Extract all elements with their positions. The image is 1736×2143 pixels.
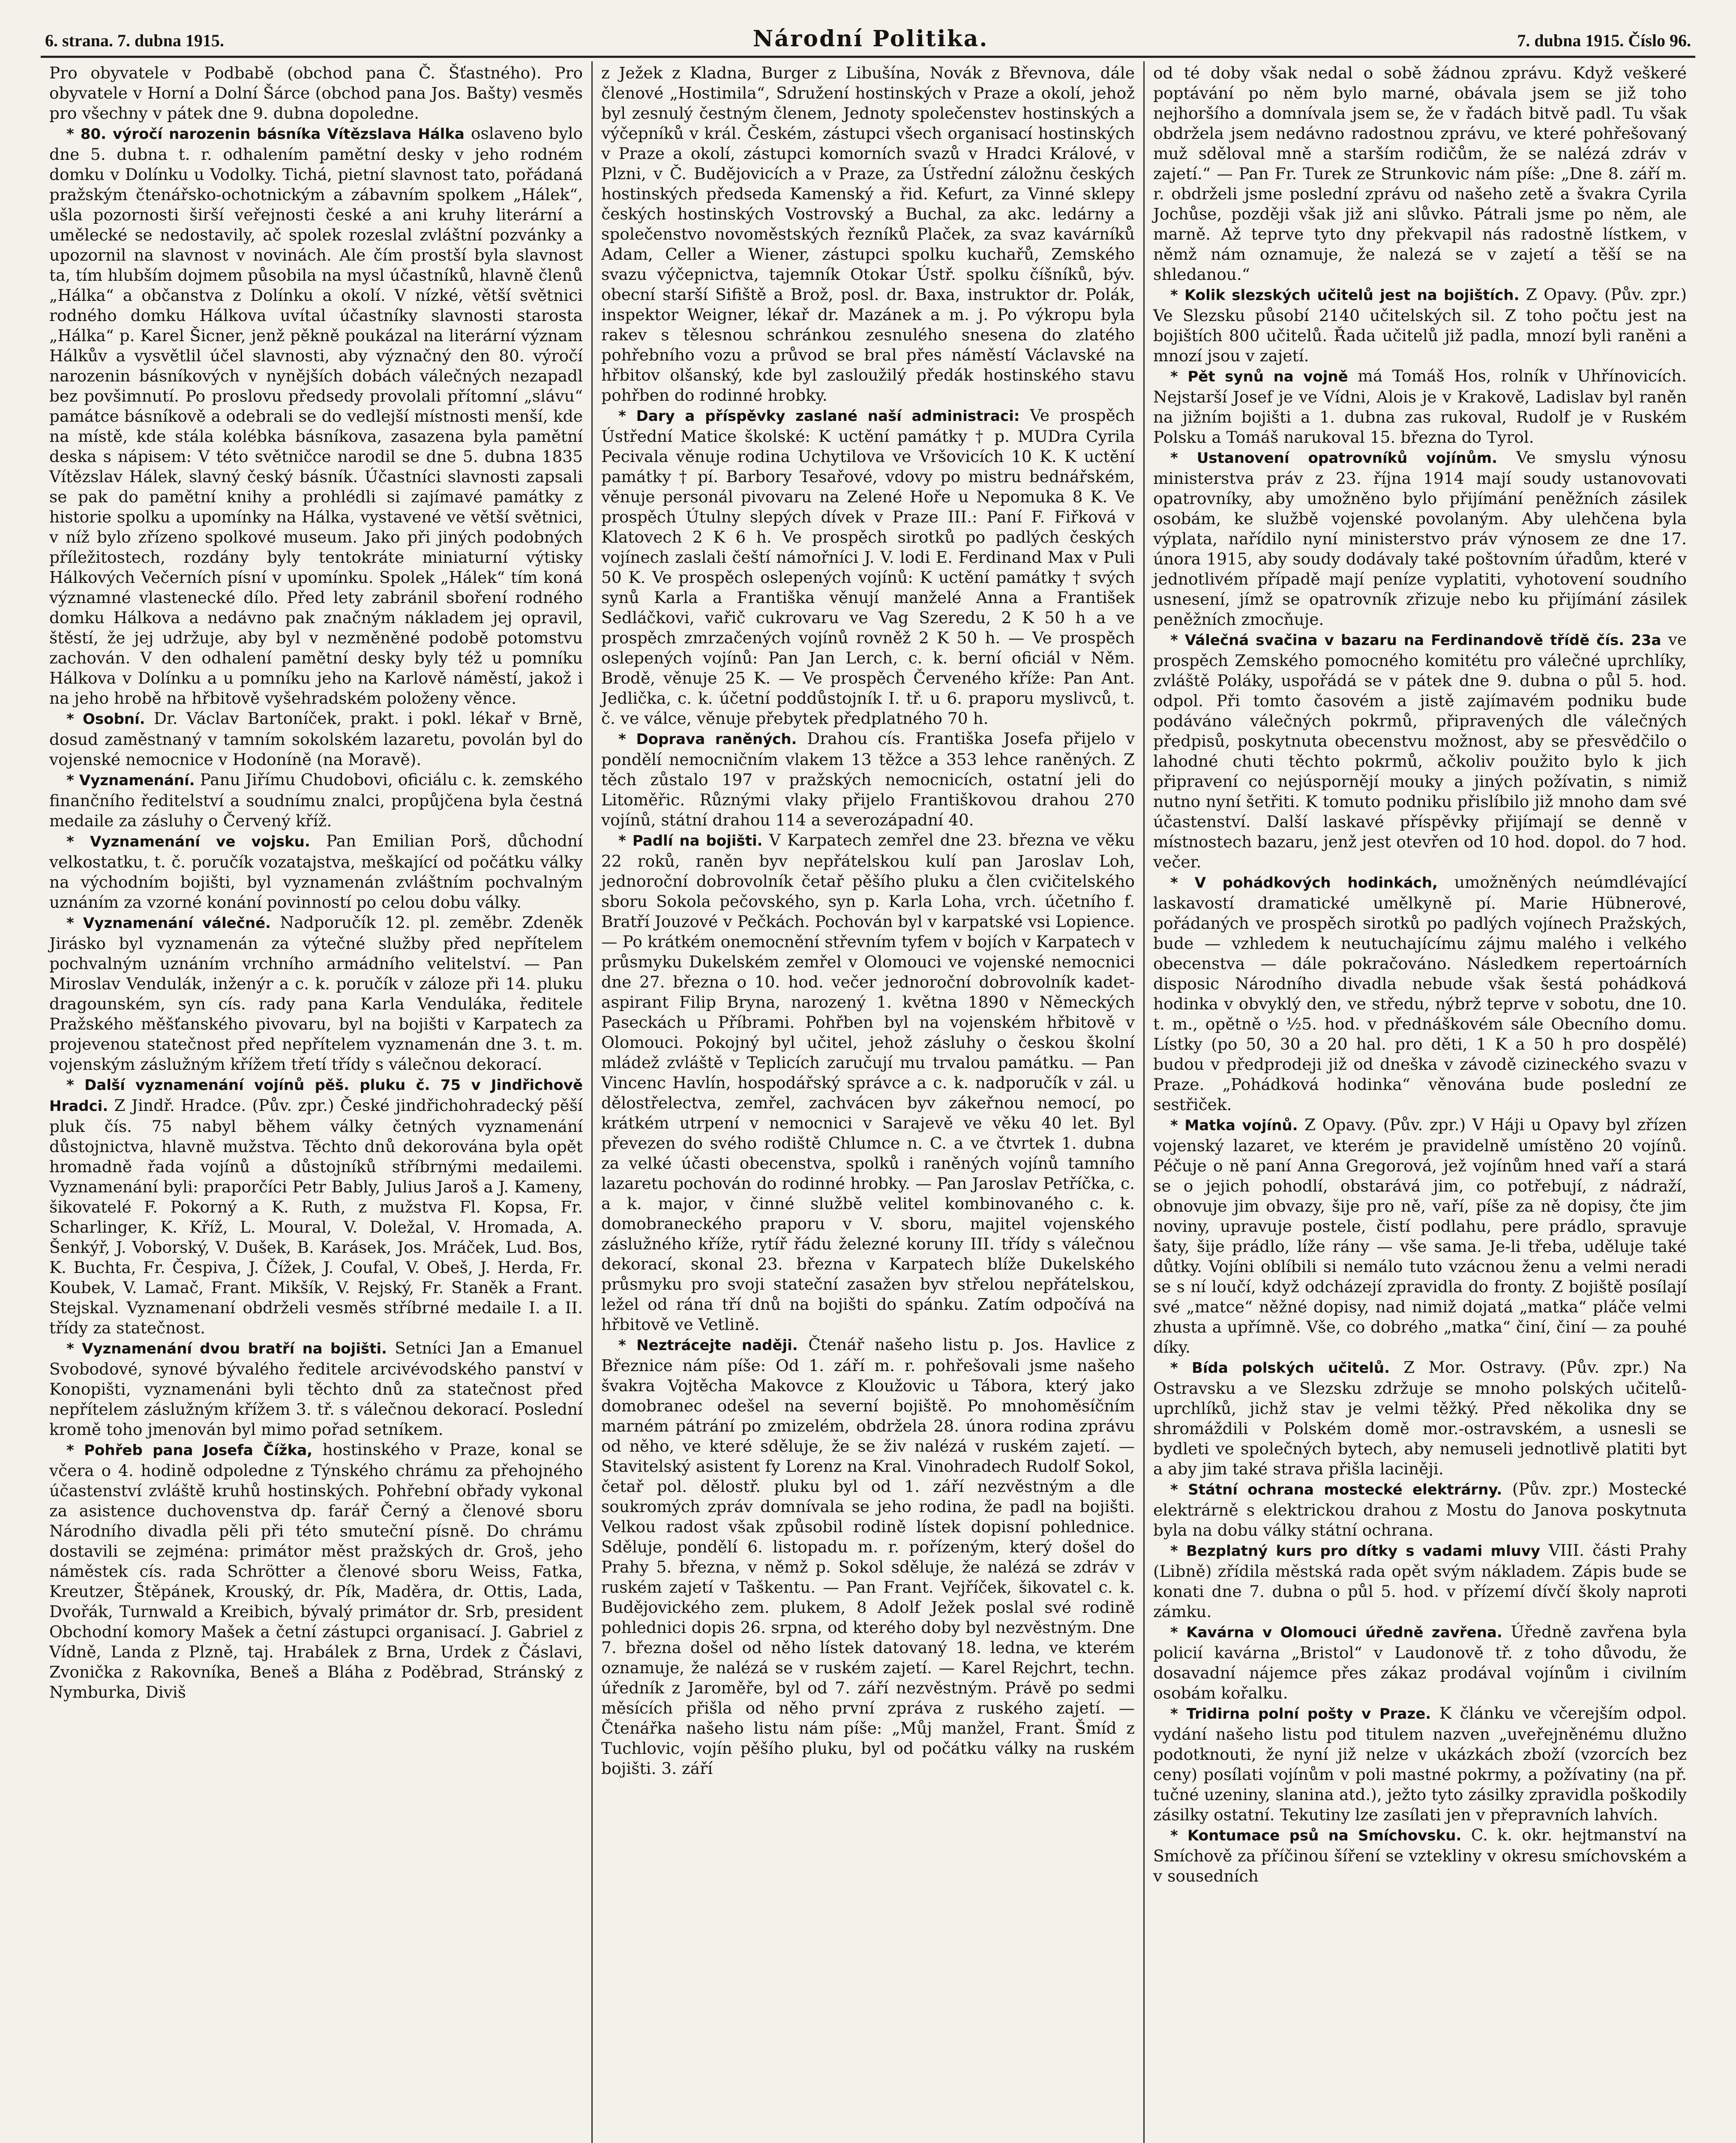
article-paragraph [601, 63, 1135, 405]
article-heading: * Osobní. [66, 711, 145, 728]
article-body: ve prospěch Zemského pomocného komitétu pro válečné uprchlíky, zvláště Poláky, uspořádá se v pátek dne 9. dubna o půl 5. hod. odpol. Při tomto časovém a jistě zajímavém podniku bude podáváno válečných pokrmů, připravených dle válečných předpisů, poskytnuta obecenstvu možnost, aby se přesvědčilo o lahodné chuti těchto pokrmů, ačkoliv použito bylo k jich připravení co nejúspornějí mouky a jiných požívatin, s nimiž nutno nyní šetřiti. K tomuto podniku přislíbilo již mnoho dam své účastenství. Další laskavé příspěvky přijímají se denně v místnostech bazaru, jenž jest otevřen od 10 hod. dopol. do 7 hod. večer. [1153, 630, 1687, 871]
article-heading: * Padlí na bojišti. [618, 832, 763, 849]
article-heading: * Dary a příspěvky zaslané naší administraci: [618, 408, 1020, 425]
article-body: Panu Jiřímu Chudobovi, oficiálu c. k. zemského finančního ředitelství a soudnímu znalci, propůjčena byla čestná medaile za zásluhy o Červený kříž. [49, 770, 583, 830]
article-paragraph [49, 1338, 583, 1440]
article-body: Pro obyvatele v Podbabě (obchod pana Č. Šťastného). Pro obyvatele v Horní a Dolní Šárce (obchod pana Jos. Bašty) vesměs pro všechny v pátek dne 9. dubna dopoledne. [49, 63, 583, 123]
article-paragraph [1153, 1479, 1687, 1540]
article-body: Dr. Václav Bartoníček, prakt. i pokl. lékař v Brně, dosud zaměstnaný v tamním sokolském lazaretu, povolán byl do vojenské nemocnice v Hodoníně (na Moravě). [49, 709, 583, 769]
article-heading: * 80. výročí narozenin básníka Vítězslava Hálka [66, 126, 465, 143]
article-heading: * Ustanovení opatrovníků vojínům. [1170, 450, 1497, 467]
article-paragraph [49, 831, 583, 912]
article-paragraph [1153, 1825, 1687, 1886]
article-heading: * Kontumace psů na Smíchovsku. [1170, 1827, 1462, 1844]
article-paragraph [49, 123, 583, 708]
article-heading: * Pět synů na vojně [1170, 368, 1348, 385]
column-3 [1145, 61, 1695, 2143]
article-body: Nadporučík 12. pl. zeměbr. Zdeněk Jirásko byl vyznamenán za výtečné služby před nepřítelem pochvalným uznáním vrchního armádního velitelství. — Pan Miroslav Vendulák, inženýr a c. k. poručík v záloze při 14. pluku dragounském, syn cís. rady pana Karla Venduláka, ředitele Pražského měšťanského pivovaru, byl na bojišti v Karpatech za projevenou statečnost před nepřítelem vyznamenán dne 3. t. m. vojenským záslužným křížem třetí třídy s válečnou dekorací. [49, 913, 583, 1074]
article-heading: * V pohádkových hodinkách, [1170, 874, 1438, 891]
article-body: z Ježek z Kladna, Burger z Libušína, Novák z Břevnova, dále členové „Hostimila“, Sdružení hostinských v Praze a okolí, jehož byl zesnulý čestným členem, Jednoty společenstev hostinských a výčepníků v král. Českém, zástupci všech organisací hostinských v Praze a okolí, zástupci komorních svazů v Hradci Králové, v Plzni, v Č. Budějovicích a v Praze, za Ústřední záložnu českých hostinských předseda Kamenský a řid. Kefurt, za Vinné sklepy českých hostinských Vostrovský a Buchal, za akc. ledárny a společenstvo novoměstských řezníků Plaček, za svaz kavárníků Adam, Celler a Wiener, zástupci spolku kuchařů, Zemského svazu výčepnictva, tajemník Otokar Ústř. spolku číšníků, býv. obecní starší Sifiště a Brož, posl. dr. Baxa, instruktor dr. Polák, inspektor Weigner, lékař dr. Mazánek a m. j. Po výkropu byla rakev s tělesnou schránkou zesnulého snesena do zlatého pohřebního vozu a průvod se bral přes náměstí Václavské na hřbitov olšanský, kde byl zasloužilý předák hostinského stavu pohřben do rodinné hrobky. [601, 63, 1135, 405]
article-paragraph [1153, 1540, 1687, 1622]
article-paragraph [1153, 1357, 1687, 1479]
article-body: hostinského v Praze, konal se včera o 4. hodině odpoledne z Týnského chrámu za přehojného účastenství zvláště kruhů hostinských. Pohřební obřady vykonal za asistence duchovenstva dp. farář Černý a členové sboru Národního divadla pěli při této smuteční písně. Do chrámu dostavili se zejména: primátor měst pražských dr. Groš, jeho náměstek cís. rada Schrötter a členové sboru Weiss, Fatka, Kreutzer, Štěpánek, Krouský, dr. Pík, Maděra, dr. Ottis, Lada, Dvořák, Turnwald a Kreibich, bývalý primátor dr. Srb, president Obchodní komory Mašek a četní zástupci organisací. J. Gabriel z Vídně, Landa z Plzně, taj. Hrabálek z Brna, Urdek z Čáslavi, Zvonička z Rakovníka, Beneš a Bláha z Poděbrad, Stránský z Nymburka, Diviš [49, 1440, 583, 1702]
article-body: Ve smyslu výnosu ministerstva práv z 23. října 1914 mají soudy ustanovovati opatrovníky, aby umožněno bylo přijímání peněžních zásilek osobám, ke službě vojenské povolaným. Aby ulehčena byla výplata, nařídilo nyní ministerstvo práv výnosem ze dne 17. února 1915, aby soudy dodávaly také poštovním úřadům, které v jednotlivém případě mají peníze vyplatiti, vyhotovení soudního usnesení, jímž se opatrovník zřizuje nebo ku přijímání zásilek peněžních zmocňuje. [1153, 448, 1687, 629]
article-paragraph [1153, 447, 1687, 630]
article-body: Setníci Jan a Emanuel Svobodové, synové bývalého ředitele arcivévodského panství v Konopišti, vyznamenáni byli těchto dnů za statečnost před nepřítelem záslužným křížem 3. tř. s válečnou dekorací. Poslední kromě toho jmenován byl mimo pořad setníkem. [49, 1339, 583, 1439]
article-heading: * Kavárna v Olomouci úředně zavřena. [1170, 1624, 1502, 1641]
article-paragraph [1153, 63, 1687, 285]
article-body: od té doby však nedal o sobě žádnou zprávu. Když veškeré poptávání po něm bylo marné, obávala jsem se již toho nejhoršího a domnívala jsem se, že v řadách bitvě padl. Tu však obdržela jsem nedávno radostnou zprávu, ve které pohřešovaný muž sděloval mně a starším rodičům, že se nalézá zdráv v zajetí.“ — Pan Fr. Turek ze Strunkovic nám píše: „Dne 8. září m. r. obdrželi jsme poslední zprávu od našeho zetě a švakra Cyrila Jochůse, později však již ani slůvko. Pátrali jsme po něm, ale marně. Až teprve tyto dny překvapil nás radostně lístkem, v němž nám oznamuje, že nalezá se v zajetí a těší se na shledanou.“ [1153, 63, 1687, 284]
article-heading: * Tridirna polní pošty v Praze. [1170, 1705, 1431, 1723]
article-heading: * Neztrácejte naději. [618, 1337, 798, 1354]
article-paragraph [1153, 1115, 1687, 1357]
article-paragraph [601, 729, 1135, 830]
article-paragraph [1153, 872, 1687, 1115]
issue-number-right: 7. dubna 1915. Číslo 96. [1517, 31, 1691, 50]
masthead [41, 26, 1695, 58]
column-1 [41, 61, 593, 2143]
article-body: Z Mor. Ostravy. (Pův. zpr.) Na Ostravsku a ve Slezsku zdržuje se mnoho polských učitelů-uprchlíků, jichž stav je velmi těžký. Před několika dny se shromáždili v Polském domě mor.-ostravském, a usnesli se bydleti ve společných bytech, aby nemuseli jednotlivě platiti byt a aby jim také strava přišla laciněji. [1153, 1358, 1687, 1478]
article-paragraph [601, 830, 1135, 1335]
article-paragraph [49, 770, 583, 831]
article-paragraph [49, 1440, 583, 1702]
article-heading: * Vyznamenání dvou bratří na bojišti. [66, 1340, 387, 1357]
article-heading: * Doprava raněných. [618, 731, 797, 748]
article-heading: * Vyznamenání. [66, 772, 195, 789]
article-heading: * Válečná svačina v bazaru na Ferdinandově třídě čís. 23a [1170, 632, 1661, 649]
article-columns [41, 61, 1695, 2143]
issue-date-left: 6. strana. 7. dubna 1915. [45, 31, 224, 50]
article-body: C. k. okr. hejtmanství na Smíchově za příčinou šíření se vztekliny v okresu smíchovském a v sousedních [1153, 1825, 1687, 1885]
article-paragraph [49, 1075, 583, 1338]
article-paragraph [49, 912, 583, 1075]
article-body: umožněných neúmdlévající laskavostí dramatické umělkyně pí. Marie Hübnerové, pořádaných ve prospěch sirotků po padlých vojínech Pražských, bude — vzhledem k neutuchajícímu zájmu malého i velkého obecenstva — dále pokračováno. Následkem repertoárních disposic Národního divadla nebude však šestá pohádková hodinka v obvyklý den, ve středu, nýbrž teprve v sobotu, dne 10. t. m., opětně o ½5. hod. v přednáškovém sále Obecního domu. Lístky (po 50, 30 a 20 hal. pro děti, 1 K a 50 h pro dospělé) budou v předprodeji již od dneška v závodě cizineckého svazu v Praze. „Pohádková hodinka“ věnována bude poslední ze sestřiček. [1153, 873, 1687, 1114]
article-heading: * Bezplatný kurs pro dítky s vadami mluvy [1170, 1543, 1541, 1560]
article-body: Drahou cís. Františka Josefa přijelo v pondělí nemocničním vlakem 13 těžce a 353 lehce raněných. Z těch zůstalo 197 v pražských nemocnicích, ostatní jeli do Litoměřic. Různými vlaky přijelo Františkovou drahou 270 vojínů, státní drahou 114 a severozápadní 40. [601, 729, 1135, 829]
article-body: oslaveno bylo dne 5. dubna t. r. odhalením pamětní desky v jeho rodném domku v Dolínku u Vodolky. Tichá, pietní slavnost tato, pořádaná pražským čtenářsko-ochotnickým a zábavním spolkem „Hálek“, ušla pozornosti širší veřejnosti české a ani kruhy literární a umělecké se nedostavily, ač spolek rozeslal zvláštní pozvánky a upozornil na slavnost v novinách. Ale čím prostší byla slavnost ta, tím hlubším dojmem působila na mysl účastníků, hlavně členů „Hálka“ a občanstva z Dolínku a okolí. V nízké, větší světnici rodného domku Hálkova uvítal účastníky slavnosti starosta „Hálka“ p. Karel Šicner, jenž pěkně poukázal na literární význam Hálkův a vysvětlil účel slavnosti, aby význačný den 80. výročí narozenin básníkových v nynějších dobách válečných nezapadl bez povšimnutí. Po proslovu předsedy provolali přítomní „slávu“ památce básníkově a odebrali se do vedlejší místnosti menší, kde na místě, kde stála kolébka básníkova, zasazena byla pamětní deska s nápisem: V této světničce narodil se dne 5. dubna 1835 Vítězslav Hálek, slavný český básník. Účastníci slavnosti zapsali se pak do pamětní knihy a prohlédli si zajímavé památky z historie spolku a upomínky na Hálka, vystavené ve větší světnici, v níž bylo zřízeno spolkové museum. Jako při jiných podobných příležitostech, rozdány byly tentokráte miniaturní výtisky Hálkových Večerních písní v upomínku. Spolek „Hálek“ tím koná významné vlastenecké dílo. Před lety zabránil sboření rodného domku Hálkova a nedávno pak značným nákladem jej opravil, štěstí, že jej udržuje, aby byl v nezměněné podobě potomstvu zachován. V den odhalení pamětní desky byly též u pomníku Hálkova v Dolínku a u pomníku jeho na Karlově náměstí, jakož i na jeho hrobě na hřbitově vyšehradském položeny věnce. [49, 124, 583, 708]
article-body: VIII. části Prahy (Libně) zřídila městská rada opět svým nákladem. Zápis bude se konati dne 7. dubna o půl 5. hod. v přízemí dívčí školy naproti zámku. [1153, 1541, 1687, 1621]
article-body: V Karpatech zemřel dne 23. března ve věku 22 roků, raněn byv nepřátelskou kulí pan Jaroslav Loh, jednoroční dobrovolník četař pěšího pluku a člen cvičitelského sboru Sokola pečovského, syn p. Karla Loha, vrch. účetního f. Bratří Jouzové v Pečkách. Pochován byl v karpatské vsi Lopience. — Po krátkém onemocnění střevním tyfem v bojích v Karpatech v průsmyku Dukelském zemřel v Olomouci ve vojenské nemocnici dne 27. března o 10. hod. večer jednoroční dobrovolník kadet-aspirant Filip Bryna, narozený 1. května 1890 v Německých Paseckách u Příbrami. Pohřben byl na vojenském hřbitově v Olomouci. Pokojný byl učitel, jehož zásluhy o českou školní mládež zvláště v Teplicích zaručují mu trvalou památku. — Pan Vincenc Havlín, hospodářský správce a c. k. nadporučík v zál. u dělostřelectva, zemřel, zachvácen byv zákeřnou nemocí, po krátkém utrpení v nemocnici v Sarajevě ve věku 40 let. Byl převezen do svého rodiště Chlumce n. C. a ve čtvrtek 1. dubna za velké účasti obecenstva, spolků i raněných vojínů tamního lazaretu pochován do rodinné hrobky. — Pan Jaroslav Petříčka, c. a k. major, v činné službě velitel kombinovaného c. k. domobraneckého praporu v V. sboru, majitel vojenského záslužného kříže, rytíř řádu železné koruny III. třídy s válečnou dekorací, skonal 23. března v Karpatech blíže Dukelského průsmyku pro svoji stateční zasažen byv střelou nepřátelskou, ležel od rána tří dnů na bojišti do spánku. Zatím odpočívá na hřbitově ve Vetlině. [601, 831, 1135, 1334]
article-paragraph [1153, 285, 1687, 366]
article-heading: * Další vyznamenání vojínů pěš. pluku č. 75 v Jindřichově Hradci. [49, 1077, 583, 1115]
article-paragraph [601, 1335, 1135, 1779]
article-heading: * Vyznamenání válečné. [66, 915, 271, 932]
article-heading: * Vyznamenání ve vojsku. [66, 833, 310, 850]
article-body: (Pův. zpr.) Mostecké elektrárně s elektrickou drahou z Mostu do Janova poskytnuta byla na dobu války státní ochrana. [1153, 1480, 1687, 1540]
article-paragraph [1153, 1622, 1687, 1703]
article-paragraph [49, 708, 583, 770]
newspaper-title: Národní Politika. [753, 26, 989, 52]
article-body: K článku ve včerejším odpol. vydání našeho listu pod titulem nazven „uveřejněnému dlužno podotknouti, že nyní již nelze v ukázkách zboží (vzorcích bez ceny) posílati vojínům v poli mastné pokrmy, a požívatiny (na př. tučné uzeniny, slanina atd.), ježto tyto zásilky zpravidla poškodily zásilky ostatní. Tekutiny lze zasílati jen v přepravních lahvích. [1153, 1704, 1687, 1824]
article-body: Z Jindř. Hradce. (Pův. zpr.) České jindřichohradecký pěší pluk čís. 75 nabyl během války četných vyznamenání důstojnictva, hlavně mužstva. Těchto dnů dekorována byla opět hromadně řada vojínů a důstojníků stříbrnými medailemi. Vyznamenání byli: praporčíci Petr Bably, Julius Jaroš a J. Kameny, šikovatelé F. Pokorný a K. Ruth, z mužstva Fl. Kopsa, Fr. Scharlinger, K. Kříž, L. Moural, V. Doležal, V. Hromada, A. Šenkýř, J. Voborský, V. Dušek, B. Karásek, Jos. Mráček, Lud. Bos, K. Buchta, Fr. Čespiva, J. Čížek, J. Coufal, V. Obeš, J. Herda, Fr. Koubek, V. Lamač, Frant. Mikšík, V. Rejský, Fr. Staněk a Frant. Stejskal. Vyznamenaní obdrželi vesměs stříbrné medaile I. a II. třídy za statečnost. [49, 1096, 583, 1337]
article-body: Pan Emilian Porš, důchodní velkostatku, t. č. poručík vozatajstva, meškající od počátku války na východním bojišti, byl vyznamenán zvláštním pochvalným uznáním za vzorné konání povinností po celou dobu války. [49, 831, 583, 912]
article-paragraph [1153, 1703, 1687, 1825]
article-paragraph [1153, 366, 1687, 447]
article-heading: * Bída polských učitelů. [1170, 1360, 1390, 1377]
article-body: Čtenář našeho listu p. Jos. Havlice z Březnice nám píše: Od 1. září m. r. pohřešovali jsme našeho švakra Vojtěcha Makovce z Kloužovic u Tábora, který jako domobranec odešel na severní bojiště. Po mnohoměsíčním marném pátrání po zmizelém, obdržela 28. února rodina zprávu od něho, ve které sděluje, že se živ nalézá v ruském zajetí. — Stavitelský asistent fy Lorenz na Kral. Vinohradech Rudolf Sokol, četař pol. dělostř. pluku byl od 1. září nezvěstným a dle soukromých zpráv domnívala se jeho rodina, že padl na bojišti. Velkou radost však způsobil rodině lístek dopisní pohlednice. Sděluje, pondělí 6. listopadu m. r. pořízeným, který došel do Prahy 5. března, v němž p. Sokol sděluje, že nalézá se zdráv v ruském zajetí v Taškentu. — Pan Frant. Vejříček, šikovatel c. k. Budějovického zem. plukem, 8 Adolf Ježek poslal své rodině pohlednici dopis 26. srpna, od kterého doby byl nezvěstným. Dne 7. března došel od něho lístek datovaný 18. ledna, ve kterém oznamuje, že nalézá se v ruském zajetí. — Karel Rejchrt, techn. úředník z Jaroměře, byl od 7. září nezvěstným. Právě po sedmi měsících přišla od něho první zpráva z ruského zajetí. — Čtenářka našeho listu nám píše: „Můj manžel, Frant. Šmíd z Tuchlovic, vojín pěšího pluku, byl od počátku války na ruském bojišti. 3. září [601, 1335, 1135, 1778]
article-heading: * Kolik slezských učitelů jest na bojištích. [1170, 287, 1520, 304]
article-paragraph [601, 405, 1135, 729]
article-body: Úředně zavřena byla policií kavárna „Bristol“ v Laudonově tř. z toho důvodu, že dosavadní nájemce přes zákaz prodával vojínům i civilním osobám kořalku. [1153, 1622, 1687, 1702]
article-heading: * Pohřeb pana Josefa Čížka, [66, 1442, 313, 1459]
column-2 [593, 61, 1145, 2143]
article-heading: * Státní ochrana mostecké elektrárny. [1170, 1481, 1502, 1498]
article-paragraph [49, 63, 583, 123]
article-heading: * Matka vojínů. [1170, 1117, 1298, 1134]
article-body: Z Opavy. (Pův. zpr.) Ve Slezsku působí 2140 učitelských sil. Z toho počtu jest na bojištích 800 učitelů. Řada učitelů již padla, mnozí byli raněni a mnozí jsou v zajetí. [1153, 285, 1687, 365]
article-body: má Tomáš Hos, rolník v Uhřínovicích. Nejstarší Josef je ve Vídni, Alois je v Krakově, Ladislav byl raněn na jižním bojišti a 1. dubna zas rukoval, Rudolf je v Ruském Polsku a Tomáš narukoval 15. března do Tyrol. [1153, 366, 1687, 447]
article-body: Z Opavy. (Pův. zpr.) V Háji u Opavy byl zřízen vojenský lazaret, ve kterém je pravidelně umístěno 20 vojínů. Péčuje o ně paní Anna Gregorová, jež vojínům hned vaří a stará se o jejich pohodlí, obstarává jim, co potřebují, z nádraží, obnovuje jim obvazy, šije pro ně, vaří, píše za ně dopisy, čte jim noviny, upravuje postele, čistí podlahu, pere prádlo, spravuje šaty, šije prádlo, líže rány — vše sama. Je-li třeba, uděluje také důtky. Vojíni oblíbili si nemálo tuto vzácnou ženu a velmi neradi se s ní loučí, když odcházejí zpravidla do fronty. Z bojiště posílají své „matce“ něžné dopisy, nad nimiž dojatá „matka“ pláče velmi zhusta a upřímně. Vše, co dobrého „matka“ činí, činí — za pouhé díky. [1153, 1115, 1687, 1357]
article-body: Ve prospěch Ústřední Matice školské: K uctění památky † p. MUDra Cyrila Pecivala věnuje rodina Uchytilova ve Vršovicích 10 K. K uctění památky † pí. Barbory Tesařové, vdovy po mistru bednářském, věnuje personál pivovaru na Zelené Hoře u Nepomuka 8 K. Ve prospěch Útulny slepých dívek v Praze III.: Paní F. Fiřková v Klatovech 2 K 6 h. Ve prospěch sirotků po padlých českých vojínech zaslali čeští námořníci J. V. lodi E. Ferdinand Max v Puli 50 K. Ve prospěch oslepených vojínů: K uctění památky † svých synů Karla a Františka věnují manželé Anna a František Sedláčkovi, vařič cukrovaru ve Vag Szeredu, 2 K 50 h a ve prospěch zmrzačených vojínů rovněž 2 K 50 h. — Ve prospěch oslepených vojínů: Pan Jan Lerch, c. k. berní oficiál v Něm. Brodě, věnuje 25 K. — Ve prospěch Červeného kříže: Pan Ant. Jedlička, c. k. účetní poddůstojník I. tř. u 6. praporu myslivců, t. č. ve válce, věnuje přebytek předplatného 70 h. [601, 406, 1135, 728]
article-paragraph [1153, 630, 1687, 872]
